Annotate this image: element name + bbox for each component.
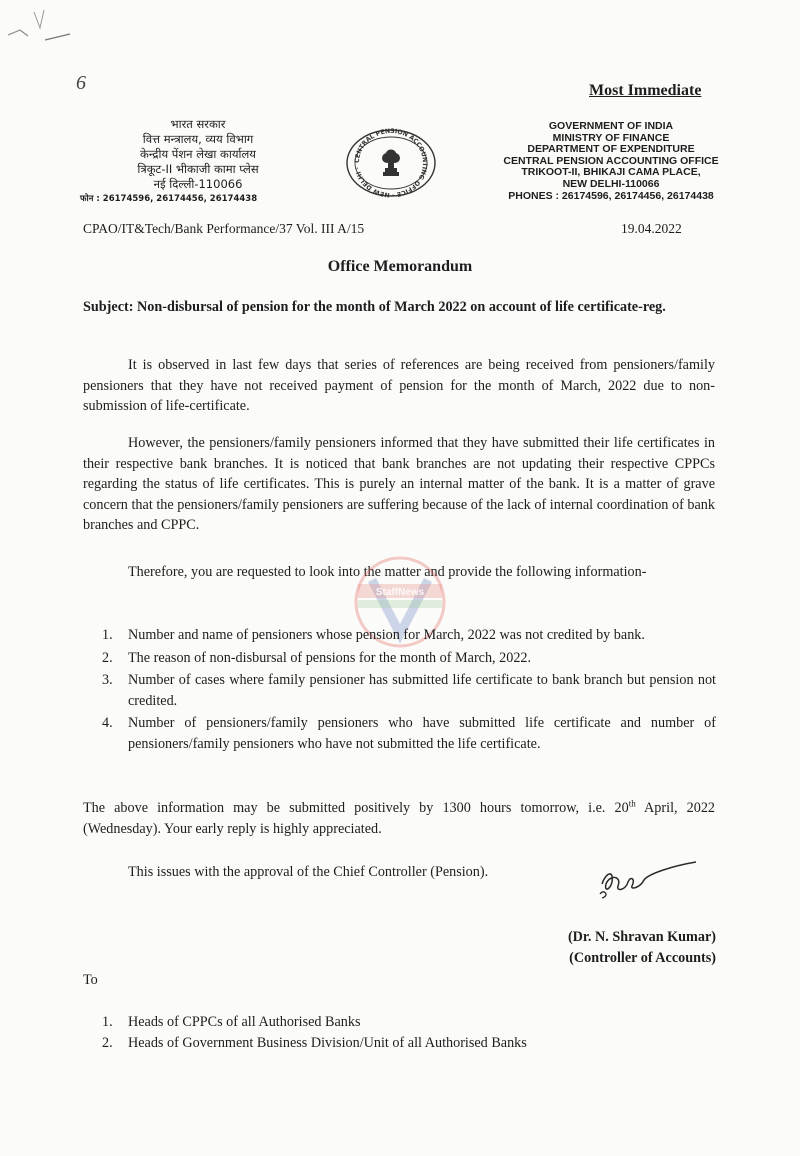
signatory-block xyxy=(480,927,716,968)
list-item-text: Heads of CPPCs of all Authorised Banks xyxy=(128,1014,361,1030)
paragraph-request: Therefore, you are requested to look into the matter and provide the following information- xyxy=(128,564,647,580)
deadline-text: The above information may be submitted positively by 1300 hours tomorrow, i.e. 20 xyxy=(83,800,629,816)
deadline-text-end: April, 2022 (Wednesday). Your early reply is highly appreciated. xyxy=(83,800,716,837)
list-item xyxy=(102,713,716,754)
list-item-number: 2. xyxy=(102,1034,113,1051)
letterhead-hindi-line: केन्द्रीय पेंशन लेखा कार्यालय xyxy=(140,147,256,161)
letterhead-hindi-line: वित्त मन्त्रालय, व्यय विभाग xyxy=(142,132,254,146)
list-item-text: Number of cases where family pensioner has submitted life certificate to bank branch but pension not credited. xyxy=(128,672,716,709)
paragraph-deadline xyxy=(83,798,715,839)
to-label: To xyxy=(83,972,98,988)
paragraph-approval: This issues with the approval of the Chief Controller (Pension). xyxy=(128,864,489,880)
letterhead-english-line: TRIKOOT-II, BHIKAJI CAMA PLACE, xyxy=(521,166,701,179)
letterhead-hindi-line: नई दिल्ली-110066 xyxy=(153,177,243,191)
handwritten-signature xyxy=(592,854,702,904)
list-item-number: 1. xyxy=(102,627,113,643)
letterhead-english-line: DEPARTMENT OF EXPENDITURE xyxy=(527,143,695,156)
reference-number: CPAO/IT&Tech/Bank Performance/37 Vol. III A/15 xyxy=(83,221,365,236)
memo-date: 19.04.2022 xyxy=(621,221,682,236)
page-number-handwritten: 6 xyxy=(76,72,86,94)
list-item xyxy=(102,648,716,669)
scan-artifact-marks xyxy=(0,0,120,60)
letterhead-hindi xyxy=(80,117,316,207)
list-item xyxy=(102,670,716,711)
signatory-name: (Dr. N. Shravan Kumar) xyxy=(567,929,716,945)
letterhead-english-line: GOVERNMENT OF INDIA xyxy=(548,120,674,132)
list-item xyxy=(102,1033,702,1054)
letterhead-hindi-line: भारत सरकार xyxy=(170,117,226,131)
letterhead-hindi-line: त्रिकूट-II भीकाजी कामा प्लेस xyxy=(137,162,259,176)
information-list xyxy=(102,625,716,756)
signatory-designation: (Controller of Accounts) xyxy=(569,949,716,966)
letterhead-english-phones: PHONES : 26174596, 26174456, 26174438 xyxy=(508,189,714,202)
list-item-number: 1. xyxy=(102,1014,113,1030)
letterhead-english-line: NEW DELHI-110066 xyxy=(562,177,660,190)
letterhead-english-line: MINISTRY OF FINANCE xyxy=(552,131,670,144)
list-item-number: 2. xyxy=(102,649,113,666)
priority-label: Most Immediate xyxy=(589,82,702,99)
letterhead-english-line: CENTRAL PENSION ACCOUNTING OFFICE xyxy=(503,154,719,167)
list-item-number: 4. xyxy=(102,715,113,731)
list-item-text: The reason of non-disbursal of pensions for the month of March, 2022. xyxy=(128,649,532,666)
recipient-list xyxy=(102,1012,702,1053)
list-item-text: Number and name of pensioners whose pension for March, 2022 was not credited by bank. xyxy=(128,627,645,643)
svg-text:StaffNews: StaffNews xyxy=(375,587,425,598)
list-item-text: Number of pensioners/family pensioners who have submitted life certificate and number of pensioners/family pensioners who have not submitted the life certificate. xyxy=(128,715,716,752)
paragraph-concern: However, the pensioners/family pensioners informed that they have submitted their life certificates in their respective bank branches. It is noticed that bank branches are not updating their respective CPPCs regarding the status of life certificates. This is purely an internal matter of the bank. It is a matter of grave concern that the pensioners/family pensioners are suffering because of the lack of internal coordination of bank branches and CPPC. xyxy=(83,435,715,533)
list-item-number: 3. xyxy=(102,672,113,688)
paragraph-observation: It is observed in last few days that series of references are being received from pensioners/family pensioners that they have not received payment of pension for the month of March, 2022 due to non-submission of life-certificate. xyxy=(83,357,715,414)
letterhead-hindi-phones: फोन : 26174596, 26174456, 26174438 xyxy=(80,194,258,204)
deadline-ordinal: th xyxy=(628,798,636,809)
memo-subject: Subject: Non-disbursal of pension for the month of March 2022 on account of life certificate-reg. xyxy=(83,299,666,315)
list-item xyxy=(102,1012,702,1033)
letterhead-english xyxy=(470,121,752,202)
list-item xyxy=(102,625,716,646)
svg-text:CENTRAL PENSION ACCOUNTING OFF: CENTRAL PENSION ACCOUNTING OFFICE · NEW DELHI · xyxy=(353,128,429,198)
memo-title: Office Memorandum xyxy=(327,258,473,275)
list-item-text: Heads of Government Business Division/Unit of all Authorised Banks xyxy=(128,1034,527,1051)
office-seal-emblem xyxy=(345,128,437,198)
